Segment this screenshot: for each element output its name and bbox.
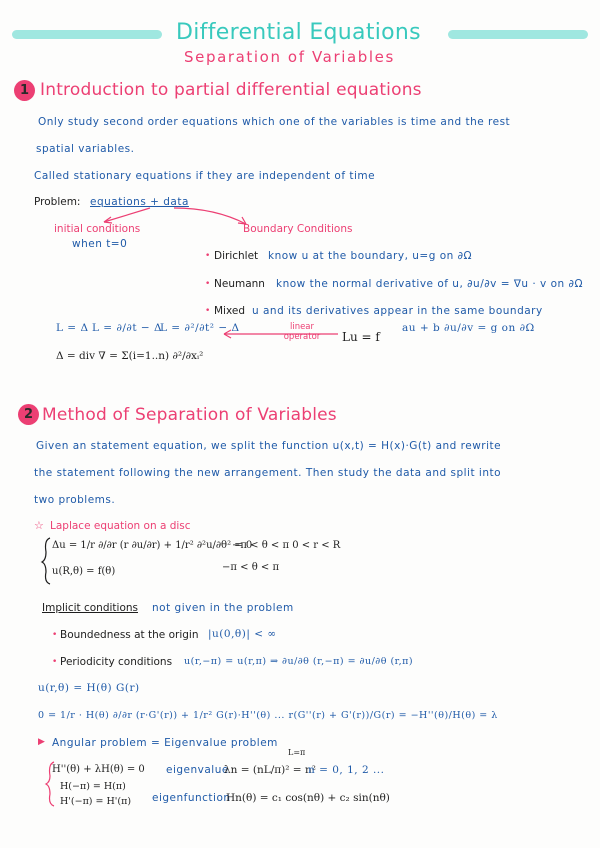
neumann-name: Neumann (214, 278, 265, 290)
laplace-equation: Δu = 1/r ∂/∂r (r ∂u/∂r) + 1/r² ∂²u/∂θ² = 0 (52, 540, 253, 551)
n-values: n = 0, 1, 2 ... (308, 764, 385, 776)
operator-eq-2: L = ∂/∂t − Δ (92, 322, 163, 334)
neumann-desc: know the normal derivative of u, ∂u/∂v = ∇u · v on ∂Ω (276, 278, 583, 290)
lu-equation: Lu = f (342, 330, 380, 344)
section1-heading: Introduction to partial differential equations (40, 80, 422, 100)
eigen-system-3: H'(−π) = H'(π) (60, 796, 132, 807)
mixed-equation: au + b ∂u/∂v = g on ∂Ω (402, 322, 535, 334)
implicit-conditions-title: Implicit conditions (42, 602, 138, 614)
eigenvalue-equation: λn = (nL/π)² = n² (224, 764, 316, 776)
stationary-text: Called stationary equations if they are independent of time (34, 170, 376, 182)
arrow-right-icon: ▶ (38, 737, 45, 747)
linear-operator-label: linear operator (283, 322, 321, 342)
eigenfunction-equation: Hn(θ) = c₁ cos(nθ) + c₂ sin(nθ) (226, 792, 390, 804)
boundary-domain: −π < θ < π (222, 562, 280, 573)
eigenvalue-l: L=π (288, 748, 306, 757)
bullet-dirichlet: • (205, 251, 211, 261)
star-icon: ☆ (34, 519, 44, 532)
eigen-system-2: H(−π) = H(π) (60, 781, 126, 792)
eigenfunction-label: eigenfunction (152, 792, 231, 804)
section1-number: 1 (14, 80, 35, 101)
periodicity-label: Periodicity conditions (60, 656, 173, 668)
problem-expression: equations + data (90, 196, 189, 208)
method-line3: two problems. (34, 494, 116, 506)
bullet-mixed: • (205, 306, 211, 316)
separation-equation: u(r,θ) = H(θ) G(r) (38, 682, 140, 694)
page-subtitle: Separation of Variables (184, 48, 395, 66)
page-title: Differential Equations (176, 20, 421, 45)
periodicity-equation: u(r,−π) = u(r,π) ⇒ ∂u/∂θ (r,−π) = ∂u/∂θ (r,π) (184, 656, 414, 667)
mixed-desc: u and its derivatives appear in the same boundary (252, 305, 543, 317)
intro-line1: Only study second order equations which one of the variables is time and the rest (38, 116, 511, 128)
operator-eq-3: L = ∂²/∂t² − Δ (160, 322, 240, 334)
bullet-neumann: • (205, 279, 211, 289)
boundary-equation: u(R,θ) = f(θ) (52, 566, 116, 577)
bullet-boundedness: • (52, 630, 58, 640)
boundary-conditions-label: Boundary Conditions (243, 223, 353, 235)
bullet-periodicity: • (52, 657, 58, 667)
laplace-domain: −π < θ < π 0 < r < R (232, 540, 341, 551)
section2-heading: Method of Separation of Variables (42, 405, 337, 425)
problem-label: Problem: (34, 196, 81, 208)
boundedness-equation: |u(0,θ)| < ∞ (208, 628, 277, 640)
derivation-equation: 0 = 1/r · H(θ) ∂/∂r (r·G'(r)) + 1/r² G(r)·H''(θ) ... r(G''(r) + G'(r))/G(r) = −H''(θ)/H(θ) = λ (38, 710, 498, 721)
dirichlet-desc: know u at the boundary, u=g on ∂Ω (268, 250, 473, 262)
laplacian-definition: Δ = div ∇ = Σ(i=1..n) ∂²/∂xᵢ² (56, 350, 204, 362)
angular-problem: Angular problem = Eigenvalue problem (52, 737, 278, 749)
method-line1: Given an statement equation, we split the function u(x,t) = H(x)·G(t) and rewrite (36, 440, 502, 452)
arrow-to-boundary-conditions (174, 208, 246, 224)
implicit-conditions-rest: not given in the problem (152, 602, 294, 614)
mixed-name: Mixed (214, 305, 245, 317)
dirichlet-name: Dirichlet (214, 250, 259, 262)
laplace-title: Laplace equation on a disc (50, 520, 191, 532)
eigenvalue-label: eigenvalue (166, 764, 229, 776)
initial-conditions-label: initial conditions (54, 223, 141, 235)
section2-number: 2 (18, 404, 39, 425)
when-t0-label: when t=0 (72, 238, 128, 250)
eigen-system-brace (46, 762, 54, 806)
intro-line2: spatial variables. (36, 143, 135, 155)
method-line2: the statement following the new arrangement. Then study the data and split into (34, 467, 502, 479)
eigen-system-1: H''(θ) + λH(θ) = 0 (52, 764, 145, 775)
arrow-to-initial-conditions (104, 208, 150, 222)
boundedness-label: Boundedness at the origin (60, 629, 199, 641)
operator-eq-1: L = Δ (56, 322, 89, 334)
laplace-system-brace (42, 538, 50, 584)
